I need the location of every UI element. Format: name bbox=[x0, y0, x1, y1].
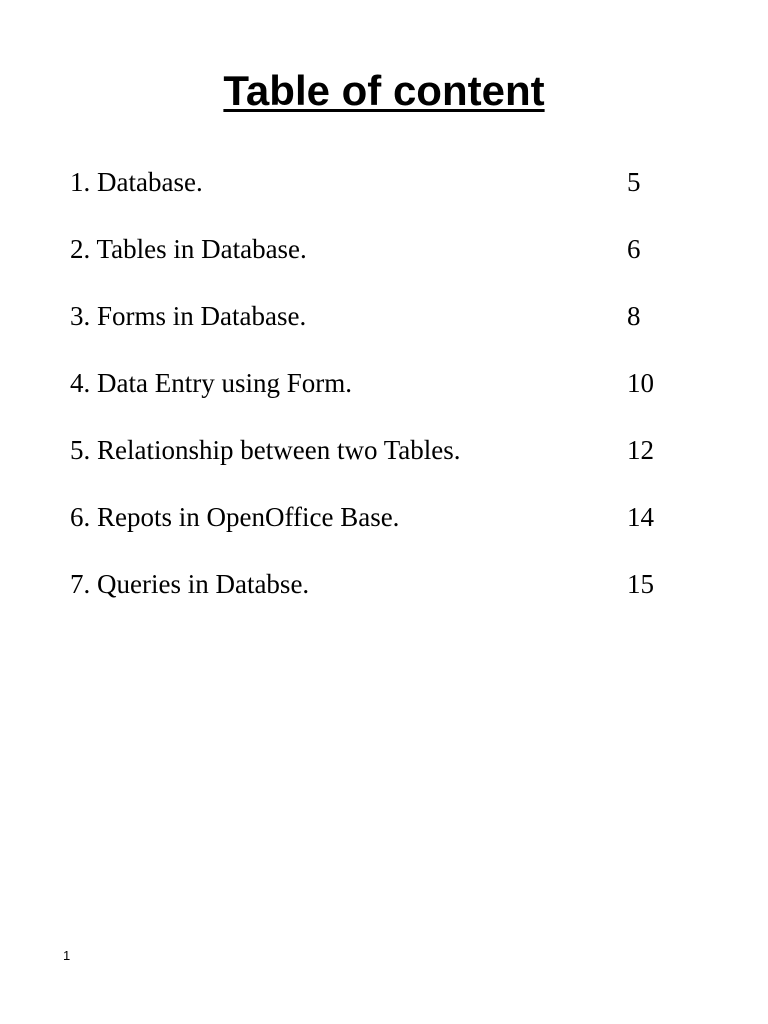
toc-entry-label: 1. Database. bbox=[70, 167, 203, 197]
toc-entry-7 bbox=[70, 566, 710, 633]
toc-entry-4 bbox=[70, 365, 710, 432]
toc-entry-label: 6. Repots in OpenOffice Base. bbox=[70, 502, 400, 532]
toc-entry-label: 2. Tables in Database. bbox=[70, 234, 307, 264]
toc-entry-6 bbox=[70, 499, 710, 566]
toc-entry-3 bbox=[70, 298, 710, 365]
toc-entry-page: 15 bbox=[627, 569, 654, 599]
toc-entry-label: 4. Data Entry using Form. bbox=[70, 368, 352, 398]
toc-entry-page: 6 bbox=[627, 234, 641, 264]
toc-entry-page: 12 bbox=[627, 435, 654, 465]
toc-entry-page: 5 bbox=[627, 167, 641, 197]
toc-entry-page: 10 bbox=[627, 368, 654, 398]
footer-page-number: 1 bbox=[63, 948, 71, 963]
page-title: Table of content bbox=[223, 67, 545, 114]
table-of-contents bbox=[70, 164, 710, 633]
toc-entry-label: 7. Queries in Databse. bbox=[70, 569, 310, 599]
toc-entry-2 bbox=[70, 231, 710, 298]
toc-entry-label: 5. Relationship between two Tables. bbox=[70, 435, 461, 465]
toc-entry-label: 3. Forms in Database. bbox=[70, 301, 307, 331]
toc-entry-page: 14 bbox=[627, 502, 654, 532]
toc-entry-5 bbox=[70, 432, 710, 499]
toc-entry-1 bbox=[70, 164, 710, 231]
toc-entry-page: 8 bbox=[627, 301, 641, 331]
